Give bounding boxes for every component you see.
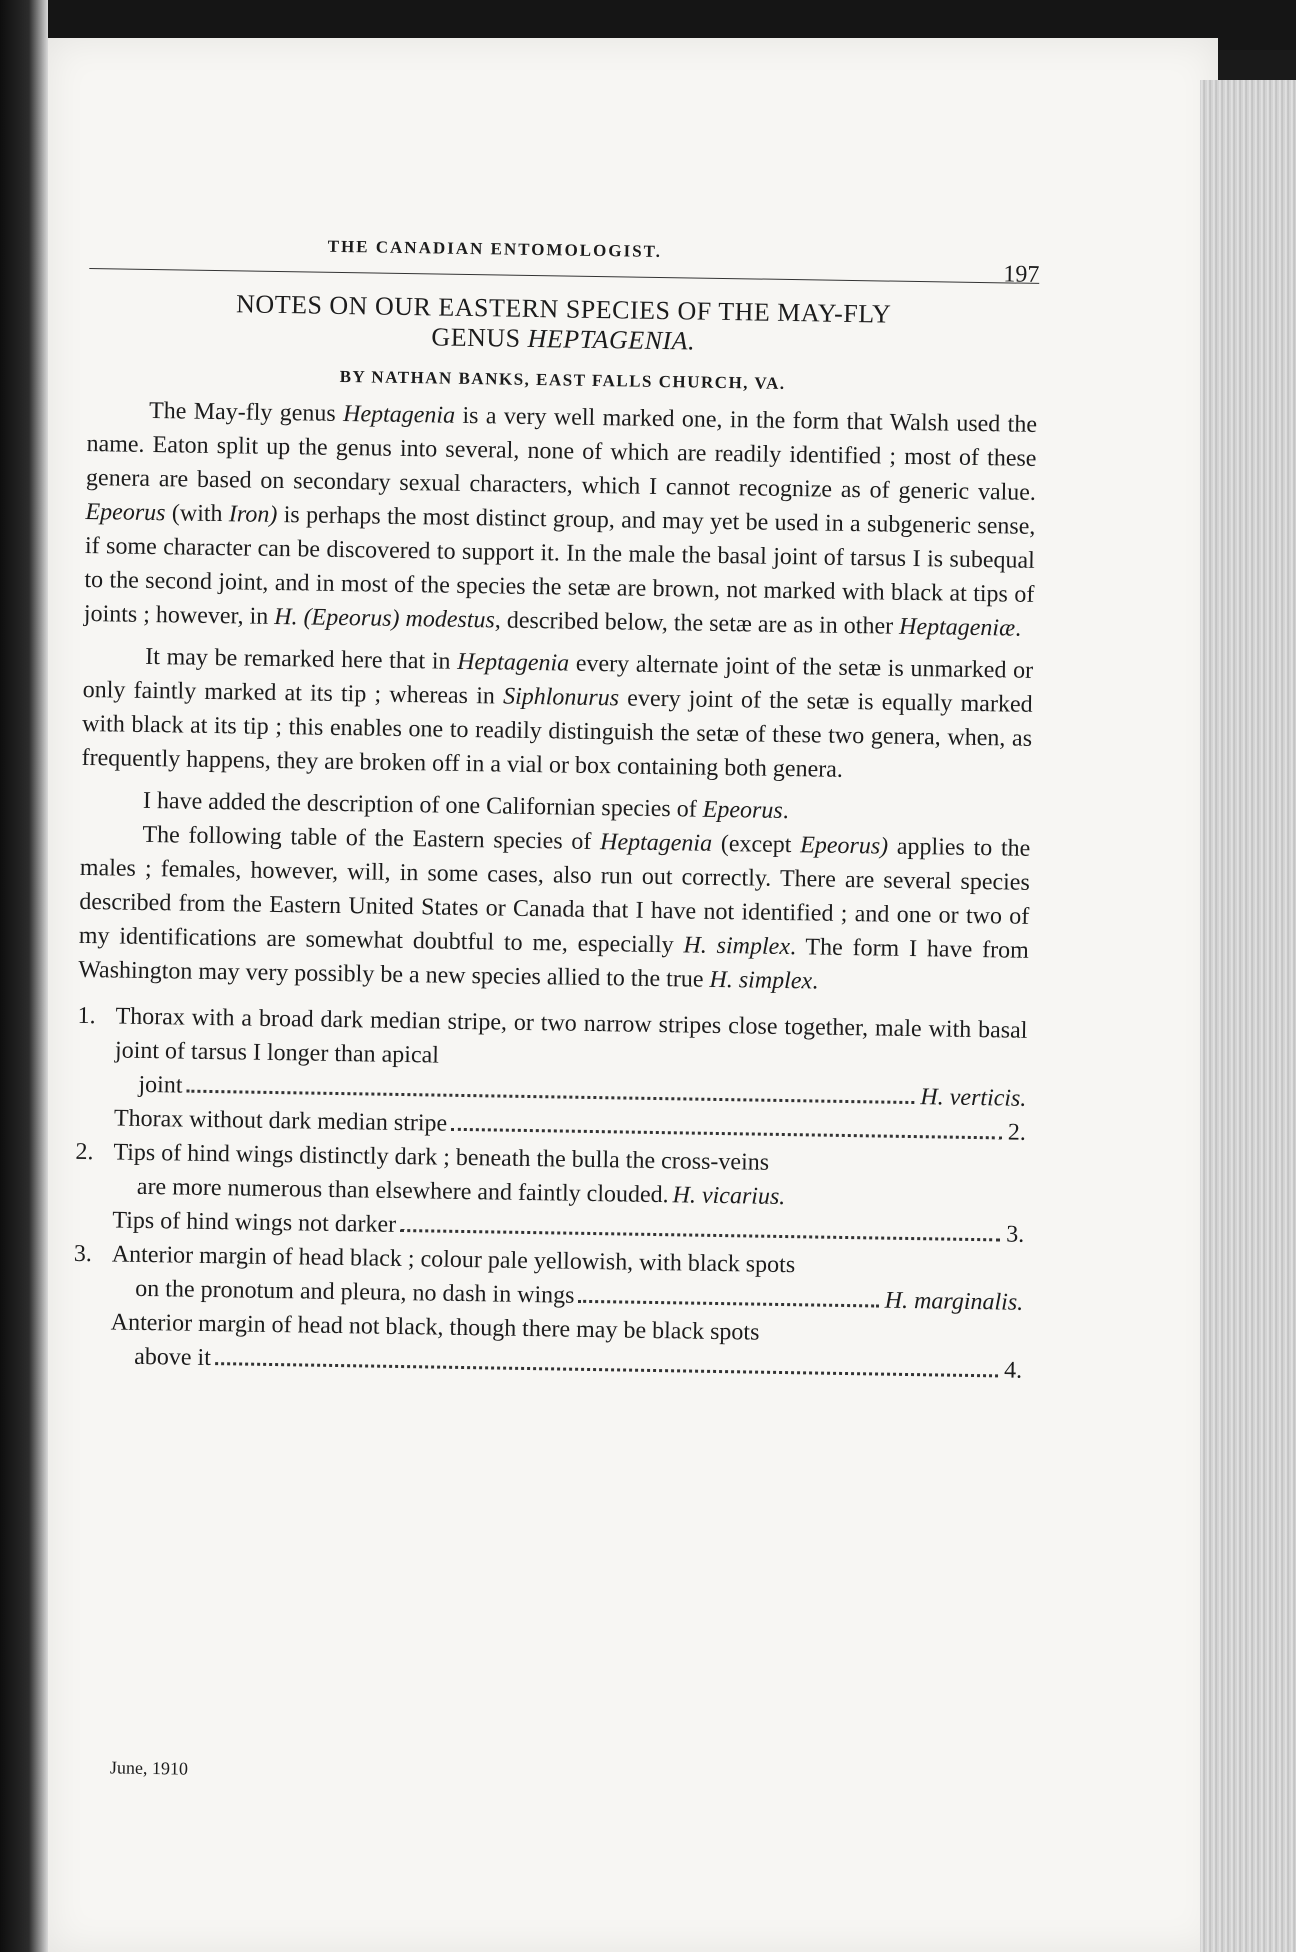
dot-leader <box>186 1090 914 1104</box>
p3-italic-b: Epeorus <box>702 796 783 824</box>
p1-italic-b: Heptagenia <box>342 401 456 429</box>
p1-text-g: is perhaps the most distinct group, and may yet be used in a subgeneric sense, if some character can be discovered to support it. In the male the basal joint of tarsus I is subequal to the second joint, and in most of the species the setæ are brown, not marked with black at tips of joints ; however, in <box>83 501 1036 630</box>
book-binding-edge <box>0 0 48 1952</box>
p4-text-e: applies to the males ; females, however, will, in some cases, also run out correctly. There are several species described from the Eastern United States or Canada that I have not identified ; and one or two of my identifications are somewhat doubtful to me, especially <box>78 833 1031 959</box>
byline: BY NATHAN BANKS, EAST FALLS CHURCH, VA. <box>339 366 786 393</box>
key-1-line: Thorax with a broad dark median stripe, or two narrow stripes close together, male with basal joint of tarsus I longer than apical <box>114 1003 1028 1069</box>
book-fore-edge <box>1200 80 1296 1952</box>
key-2-result: H. vicarius. <box>672 1182 786 1211</box>
p1-italic-h: H. (Epeorus) modestus <box>274 603 496 634</box>
key-entry-1 <box>76 999 1027 1116</box>
text-block <box>72 225 1040 1388</box>
p1-text-e: (with <box>165 500 230 528</box>
p4-text-c: (except <box>711 830 801 859</box>
article-title-line1: NOTES ON OUR EASTERN SPECIES OF THE MAY-FLY <box>235 289 892 329</box>
key-number-1: 1. <box>77 1002 96 1030</box>
p4-italic-f: H. simplex <box>683 932 791 961</box>
dot-leader <box>578 1300 878 1308</box>
p2-text-c: every alternate joint of the setæ is unmarked or only faintly marked at its tip ; whereas in <box>82 650 1034 710</box>
p2-italic-b: Heptagenia <box>456 648 570 677</box>
key-2-lead-text: are more numerous than elsewhere and faintly clouded. <box>136 1173 669 1209</box>
key-1-lead-text: joint <box>138 1071 183 1099</box>
p4-italic-d: Epeorus) <box>799 832 889 860</box>
key-number-3: 3. <box>73 1240 93 1268</box>
key-2-line: Tips of hind wings distinctly dark ; beneath the bulla the cross-veins <box>113 1139 770 1176</box>
key-3-line: Anterior margin of head black ; colour pale yellowish, with black spots <box>111 1241 796 1279</box>
p1-italic-f: Iron) <box>228 501 278 528</box>
header-rule <box>89 268 1039 284</box>
p1-text-k: . <box>1014 615 1022 642</box>
p4-text-a: The following table of the Eastern species of <box>142 821 601 856</box>
key-3-result: H. marginalis. <box>884 1287 1024 1316</box>
key-1-result: H. verticis. <box>920 1084 1027 1112</box>
p4-text-g: . The form I have from Washington may very possibly be a new species allied to the true <box>78 934 1029 993</box>
page-number: 197 <box>1003 261 1040 288</box>
p2-text-e: every joint of the setæ is equally marked with black at its tip ; this enables one to readily distinguish the setæ of these two genera, when, as frequently happens, they are broken off in a vial or box containing both genera. <box>81 685 1033 783</box>
p1-italic-j: Heptageniæ <box>898 613 1016 642</box>
dot-leader <box>451 1128 1002 1140</box>
key-body-2 <box>113 1135 1026 1217</box>
p3-text-a: I have added the description of one Californian species of <box>142 787 703 823</box>
p2-italic-d: Siphlonurus <box>502 683 620 712</box>
p1-text-c: is a very well marked one, in the form that Walsh used the name. Eaton split up the genus into several, none of which are readily identified ; most of these genera are based on secondary sexual characters, which I cannot recognize as of generic value. <box>85 402 1038 506</box>
key-3-lead-text: on the pronotum and pleura, no dash in wings <box>135 1275 575 1309</box>
p4-italic-b: Heptagenia <box>599 829 713 857</box>
key-body-1 <box>114 1000 1027 1116</box>
key-3b-result: 4. <box>1003 1357 1023 1384</box>
dot-leader <box>215 1362 998 1377</box>
p2-text-a: It may be remarked here that in <box>145 643 458 675</box>
p4-text-i: . <box>811 968 819 995</box>
species-key <box>72 999 1028 1388</box>
p4-italic-h: H. simplex <box>709 966 813 995</box>
key-3b-line: Anterior margin of head not black, though there may be black spots <box>110 1309 760 1346</box>
footer-date: June, 1910 <box>109 1757 189 1779</box>
article-title <box>88 287 1039 362</box>
title-prefix: GENUS <box>431 322 528 353</box>
title-genus: HEPTAGENIA. <box>527 323 696 356</box>
paragraph-1 <box>84 393 1038 646</box>
key-1b-lead-text: Thorax without dark median stripe <box>113 1105 448 1137</box>
key-1b-result: 2. <box>1007 1119 1027 1146</box>
paragraph-4 <box>78 817 1031 1002</box>
p3-text-c: . <box>782 797 789 825</box>
key-2b-result: 3. <box>1006 1221 1025 1248</box>
key-body-3 <box>111 1237 1024 1319</box>
paragraph-2 <box>81 639 1033 790</box>
key-3b-lead-text: above it <box>134 1343 212 1372</box>
p1-text-a: The May-fly genus <box>148 397 344 427</box>
key-number-2: 2. <box>75 1138 94 1166</box>
p1-text-i: , described below, the setæ are as in other <box>494 607 900 640</box>
p1-italic-d: Epeorus <box>85 498 166 527</box>
key-2b-lead-text: Tips of hind wings not darker <box>112 1207 397 1238</box>
dot-leader <box>400 1229 1000 1241</box>
journal-title: THE CANADIAN ENTOMOLOGIST. <box>327 236 663 261</box>
